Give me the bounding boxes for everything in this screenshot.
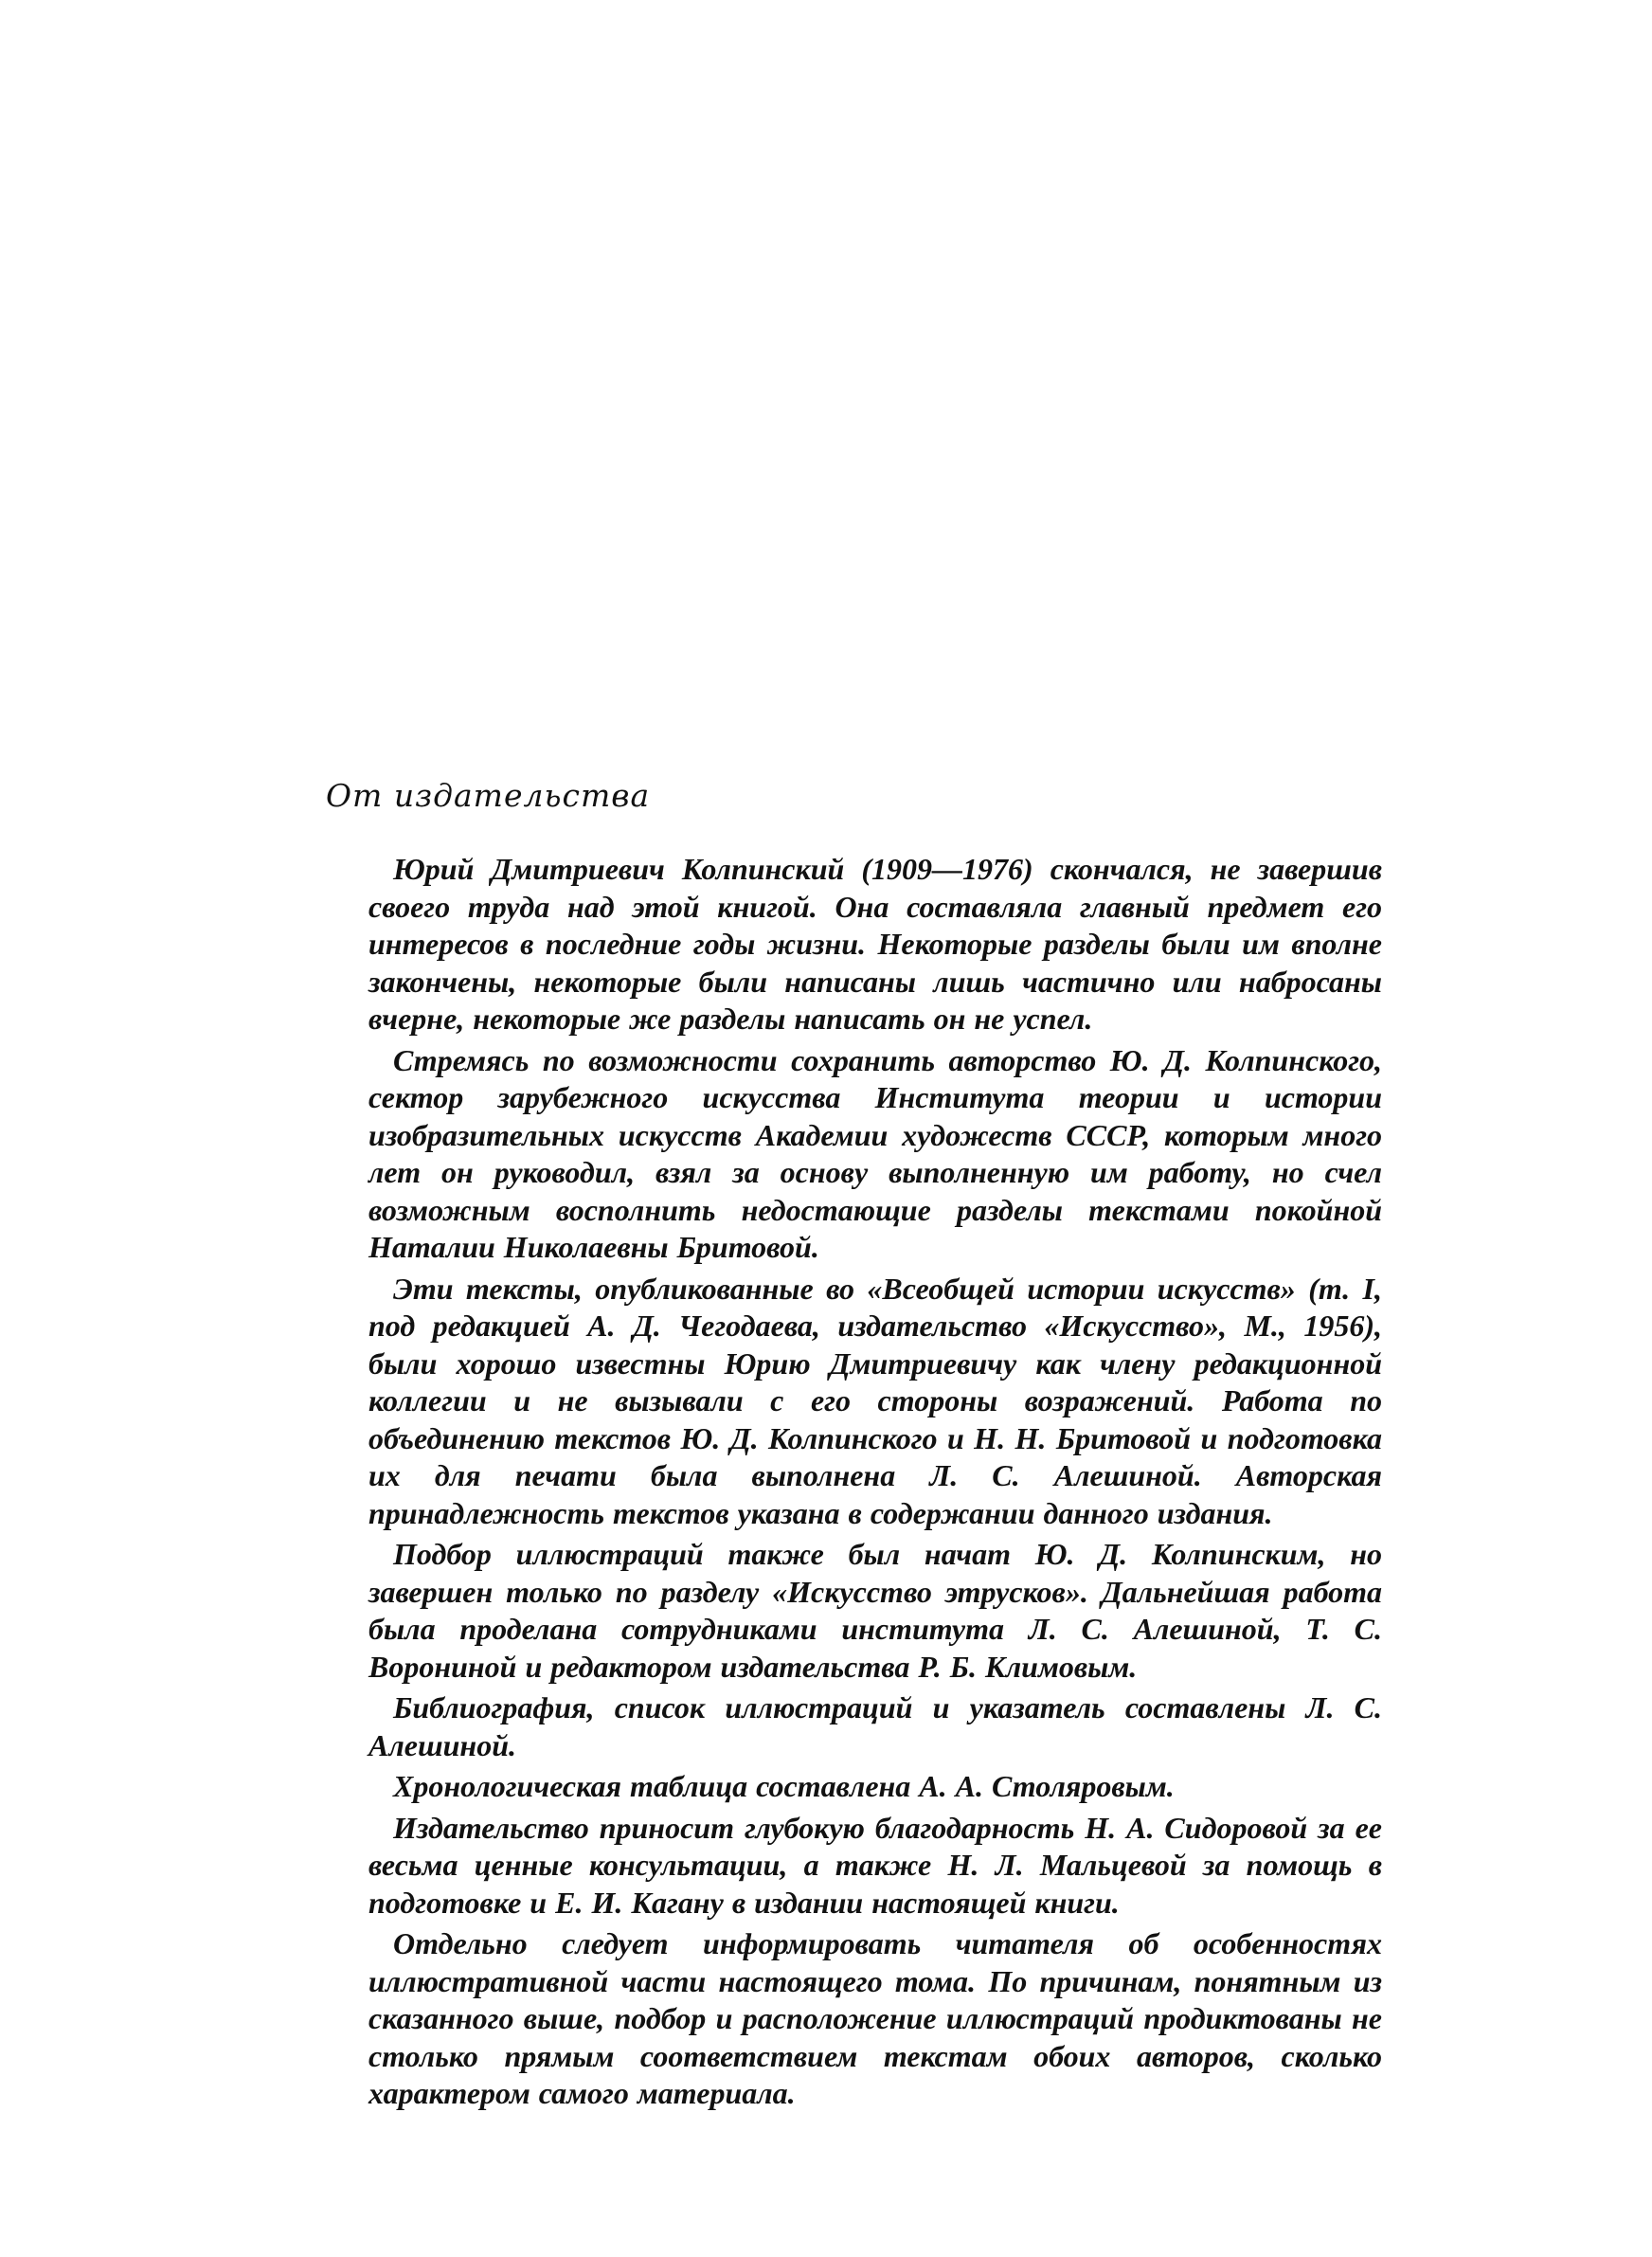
paragraph-2: Стремясь по возможности сохранить авторство Ю. Д. Колпинского, сектор зарубежного искусства Института теории и истории изобразительных искусств Академии художеств СССР, которым много лет он руководил, взял за основу выполненную им работу, но счел возможным восполнить недостающие разделы текстами покойной Наталии Николаевны Бритовой. <box>368 1042 1382 1264</box>
paragraph-4: Подбор иллюстраций также был начат Ю. Д. Колпинским, но завершен только по разделу «Искусство этрусков». Дальнейшая работа была проделана сотрудниками института Л. С. Алешиной, Т. С. Ворониной и редактором издательства Р. Б. Климовым. <box>368 1537 1382 1684</box>
paragraph-8: Отдельно следует информировать читателя об особенностях иллюстративной части настоящего тома. По причинам, понятным из сказанного выше, подбор и расположение иллюстраций продиктованы не столько прямым соответствием текстам обоих авторов, сколько характером самого материала. <box>368 1926 1382 2110</box>
section-heading: От издательства <box>326 777 651 814</box>
body-text <box>368 851 1382 2117</box>
paragraph-6: Хронологическая таблица составлена А. А. Столяровым. <box>393 1769 1175 1803</box>
paragraph-3: Эти тексты, опубликованные во «Всеобщей истории искусств» (т. I, под редакцией А. Д. Чегодаева, издательство «Искусство», М., 1956), были хорошо известны Юрию Дмитриевичу как члену редакционной коллегии и не вызывали с его стороны возражений. Работа по объединению текстов Ю. Д. Колпинского и Н. Н. Бритовой и подготовка их для печати была выполнена Л. С. Алешиной. Авторская принадлежность текстов указана в содержании данного издания. <box>368 1271 1382 1530</box>
paragraph-5: Библиография, список иллюстраций и указатель составлены Л. С. Алешиной. <box>368 1690 1382 1762</box>
paragraph-1: Юрий Дмитриевич Колпинский (1909—1976) скончался, не завершив своего труда над этой книгой. Она составляла главный предмет его интересов в последние годы жизни. Некоторые разделы были им вполне закончены, некоторые были написаны лишь частично или набросаны вчерне, некоторые же разделы написать он не успел. <box>368 852 1382 1036</box>
paragraph-7: Издательство приносит глубокую благодарность Н. А. Сидоровой за ее весьма ценные консультации, а также Н. Л. Мальцевой за помощь в подготовке и Е. И. Кагану в издании настоящей книги. <box>368 1810 1382 1920</box>
